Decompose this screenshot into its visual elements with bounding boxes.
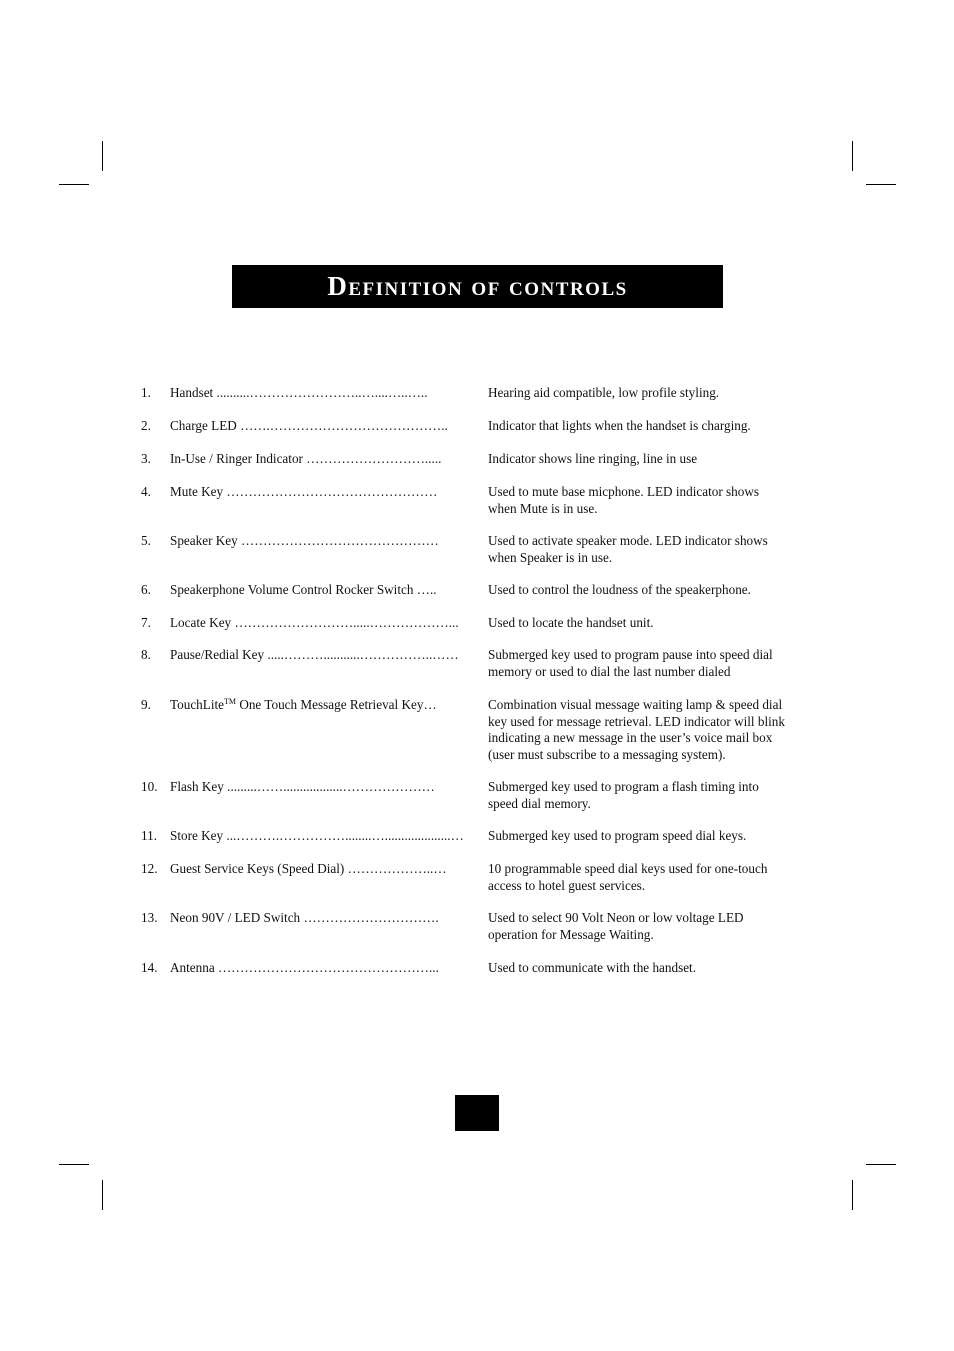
- item-number: 11.: [141, 828, 157, 843]
- item-number: 2.: [141, 418, 151, 433]
- item-number: 12.: [141, 861, 158, 876]
- item-label: TouchLite™ One Touch Message Retrieval Key…: [170, 697, 437, 712]
- crop-mark-top-left-horizontal: [59, 184, 89, 185]
- item-description: Indicator that lights when the handset is charging.: [488, 418, 751, 433]
- item-label: Charge LED …….…………………………………..: [170, 418, 448, 433]
- item-number: 8.: [141, 647, 151, 662]
- item-label: Mute Key …………………………………………: [170, 484, 438, 499]
- item-description: Used to mute base micphone. LED indicator shows when Mute is in use.: [488, 484, 760, 516]
- title-banner: [232, 265, 723, 308]
- item-description: Used to locate the handset unit.: [488, 615, 654, 630]
- crop-mark-top-left-vertical: [102, 141, 103, 171]
- item-description: Used to communicate with the handset.: [488, 960, 697, 975]
- item-number: 5.: [141, 533, 151, 548]
- item-label: Speaker Key ………………………………………: [170, 533, 439, 548]
- item-description: Submerged key used to program pause into speed dial memory or used to dial the last number dialed: [488, 647, 773, 679]
- item-number: 3.: [141, 451, 151, 466]
- item-number: 6.: [141, 582, 151, 597]
- item-label: Guest Service Keys (Speed Dial) ………………..…: [170, 861, 447, 876]
- page-number-box: [455, 1095, 499, 1131]
- item-description: 10 programmable speed dial keys used for one-touch access to hotel guest services.: [488, 861, 768, 893]
- item-label: Pause/Redial Key .....………...........……………..……: [170, 647, 459, 662]
- item-number: 1.: [141, 385, 151, 400]
- item-description: Used to select 90 Volt Neon or low voltage LED operation for Message Waiting.: [488, 910, 744, 942]
- crop-mark-bottom-right-horizontal: [866, 1164, 896, 1165]
- item-number: 9.: [141, 697, 151, 712]
- item-number: 7.: [141, 615, 151, 630]
- item-label: Neon 90V / LED Switch ………………………….: [170, 910, 439, 925]
- item-label: Store Key ...……….……………........…....................…: [170, 828, 464, 843]
- crop-mark-bottom-left-horizontal: [59, 1164, 89, 1165]
- crop-mark-top-right-horizontal: [866, 184, 896, 185]
- item-label: Speakerphone Volume Control Rocker Switch …..: [170, 582, 437, 597]
- item-number: 4.: [141, 484, 151, 499]
- page-title: Definition of controls: [327, 271, 628, 301]
- item-description: Hearing aid compatible, low profile styling.: [488, 385, 720, 400]
- item-number: 10.: [141, 779, 158, 794]
- item-description: Used to activate speaker mode. LED indicator shows when Speaker is in use.: [488, 533, 768, 565]
- item-description: Combination visual message waiting lamp & speed dial key used for message retrieval. LED indicator will blink indicating a new message in the user’s voice mail box (user must subscribe to a messaging system).: [488, 697, 785, 763]
- item-description: Indicator shows line ringing, line in use: [488, 451, 698, 466]
- trademark-superscript: TM: [224, 697, 237, 706]
- item-label: Antenna …………………………………………...: [170, 960, 439, 975]
- item-description: Submerged key used to program speed dial keys.: [488, 828, 747, 843]
- item-number: 14.: [141, 960, 158, 975]
- item-label: Handset ..........……………………..…....…..…..: [170, 385, 428, 400]
- item-label: Flash Key .........……..................…………………: [170, 779, 435, 794]
- item-description: Submerged key used to program a flash timing into speed dial memory.: [488, 779, 759, 811]
- item-label: Locate Key ……………………….....………………...: [170, 615, 459, 630]
- item-number: 13.: [141, 910, 158, 925]
- crop-mark-bottom-left-vertical: [102, 1180, 103, 1210]
- item-description: Used to control the loudness of the speakerphone.: [488, 582, 751, 597]
- crop-mark-top-right-vertical: [852, 141, 853, 171]
- crop-mark-bottom-right-vertical: [852, 1180, 853, 1210]
- item-label: In-Use / Ringer Indicator ……………………….....: [170, 451, 442, 466]
